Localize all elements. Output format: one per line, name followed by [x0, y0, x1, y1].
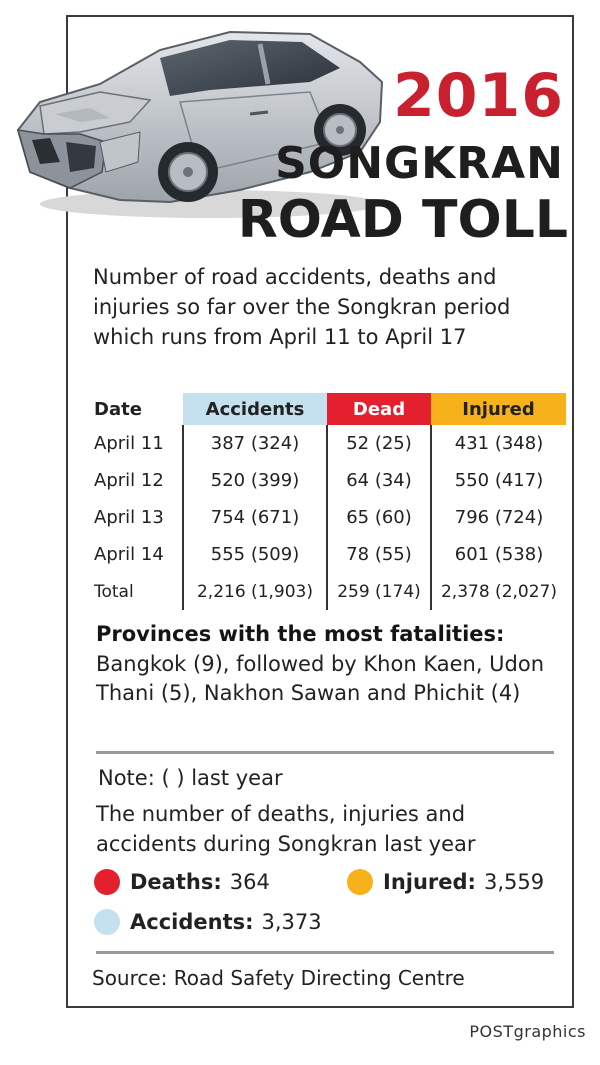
column-header-injured: Injured	[431, 393, 566, 425]
table-row	[86, 536, 566, 573]
table-total-row	[86, 573, 566, 610]
cell-injured: 601 (538)	[454, 544, 544, 565]
last-year-deaths	[94, 869, 270, 895]
divider	[96, 751, 554, 754]
accidents-value: 3,373	[261, 910, 322, 934]
cell-dead: 65 (60)	[327, 499, 431, 536]
injured-label: Injured:	[383, 870, 476, 894]
cell-date: April 11	[86, 425, 183, 462]
accidents-label: Accidents:	[130, 910, 254, 934]
source-text: Source: Road Safety Directing Centre	[92, 966, 465, 990]
deaths-value: 364	[229, 870, 270, 894]
note-text: Note: ( ) last year	[98, 766, 283, 790]
cell-injured: 550 (417)	[454, 470, 544, 491]
cell-total-accidents: 2,216 (1,903)	[183, 573, 327, 610]
cell-injured: 431 (348)	[454, 433, 544, 454]
cell-date: April 12	[86, 462, 183, 499]
year-heading: 2016	[393, 61, 564, 131]
table-row	[86, 499, 566, 536]
cell-dead: 64 (34)	[327, 462, 431, 499]
cell-total-dead: 259 (174)	[327, 573, 431, 610]
provinces-text: Bangkok (9), followed by Khon Kaen, Udon Thani (5), Nakhon Sawan and Phichit (4)	[96, 652, 545, 705]
cell-date: April 13	[86, 499, 183, 536]
cell-accidents: 520 (399)	[183, 462, 327, 499]
column-header-accidents: Accidents	[183, 393, 327, 425]
cell-accidents: 555 (509)	[183, 536, 327, 573]
table-header-row	[86, 393, 566, 425]
table-row	[86, 425, 566, 462]
cell-injured: 796 (724)	[454, 507, 544, 528]
injured-value: 3,559	[483, 870, 545, 894]
cell-date: April 14	[86, 536, 183, 573]
title-road-toll: ROAD TOLL	[237, 190, 568, 250]
cell-dead: 52 (25)	[327, 425, 431, 462]
yellow-dot-icon	[347, 869, 373, 895]
cell-total-label: Total	[86, 573, 183, 610]
cell-total-injured: 2,378 (2,027)	[440, 581, 557, 602]
blue-dot-icon	[94, 909, 120, 935]
table-row	[86, 462, 566, 499]
road-toll-table	[86, 393, 566, 610]
credit-text: POSTgraphics	[469, 1022, 586, 1041]
deaths-label: Deaths:	[130, 870, 222, 894]
column-header-dead: Dead	[327, 393, 431, 425]
last-year-injured	[347, 869, 544, 895]
provinces-heading: Provinces with the most fatalities:	[96, 622, 505, 646]
cell-dead: 78 (55)	[327, 536, 431, 573]
divider	[96, 951, 554, 954]
last-year-intro: The number of deaths, injuries and accidents during Songkran last year	[96, 802, 476, 856]
last-year-accidents	[94, 909, 322, 935]
title-songkran: SONGKRAN	[275, 138, 564, 189]
red-dot-icon	[94, 869, 120, 895]
cell-accidents: 387 (324)	[183, 425, 327, 462]
intro-text: Number of road accidents, deaths and injuries so far over the Songkran period which runs from April 11 to April 17	[93, 265, 511, 349]
cell-accidents: 754 (671)	[183, 499, 327, 536]
column-header-date: Date	[94, 398, 142, 420]
